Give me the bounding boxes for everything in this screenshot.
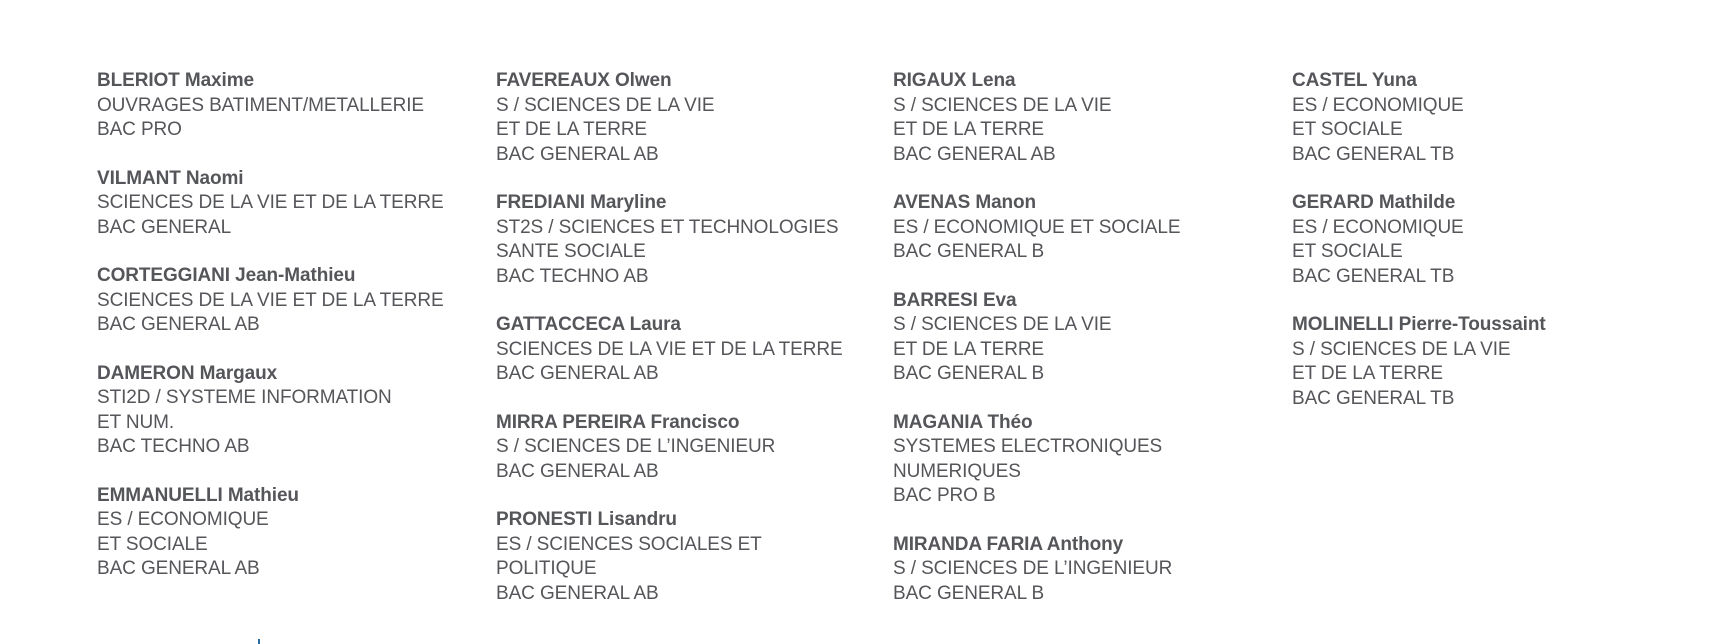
- student-name: EMMANUELLI Mathieu: [97, 484, 299, 506]
- column-2: [496, 69, 876, 630]
- student-diploma: BAC GENERAL AB: [893, 143, 1056, 165]
- student-track: OUVRAGES BATIMENT/METALLERIE: [97, 94, 424, 116]
- student-diploma: BAC GENERAL AB: [97, 314, 260, 335]
- student-entry: [97, 167, 477, 241]
- student-name: RIGAUX Lena: [893, 70, 1016, 91]
- partial-mark: [258, 639, 260, 644]
- student-track-continued: ET DE LA TERRE: [893, 338, 1045, 360]
- student-track-continued: ET DE LA TERRE: [496, 119, 648, 140]
- student-diploma: BAC GENERAL AB: [496, 143, 659, 165]
- student-diploma: BAC GENERAL AB: [496, 582, 659, 604]
- student-diploma: BAC PRO: [97, 119, 182, 140]
- student-entry: [893, 191, 1273, 265]
- student-track-continued: ET SOCIALE: [1292, 119, 1403, 140]
- student-track-continued: SANTE SOCIALE: [496, 241, 646, 262]
- student-track: ST2S / SCIENCES ET TECHNOLOGIES: [496, 216, 839, 238]
- student-name: GATTACCECA Laura: [496, 314, 681, 335]
- student-name: FAVEREAUX Olwen: [496, 70, 672, 91]
- student-name: FREDIANI Maryline: [496, 192, 667, 213]
- student-name: AVENAS Manon: [893, 192, 1037, 213]
- student-track: ES / ECONOMIQUE: [1292, 216, 1464, 238]
- student-entry: [496, 508, 876, 606]
- student-track-continued: ET DE LA TERRE: [1292, 363, 1444, 384]
- student-entry: [97, 484, 477, 582]
- student-name: MAGANIA Théo: [893, 411, 1033, 433]
- student-diploma: BAC GENERAL TB: [1292, 143, 1455, 165]
- student-diploma: BAC GENERAL B: [893, 582, 1045, 604]
- student-diploma: BAC PRO B: [893, 485, 996, 506]
- student-name: CORTEGGIANI Jean-Mathieu: [97, 265, 356, 286]
- student-track: ES / ECONOMIQUE: [1292, 94, 1464, 116]
- student-name: PRONESTI Lisandru: [496, 509, 677, 530]
- student-diploma: BAC TECHNO AB: [496, 265, 649, 287]
- student-entry: [893, 69, 1273, 167]
- student-track: S / SCIENCES DE L’INGENIEUR: [893, 558, 1173, 579]
- student-track: S / SCIENCES DE LA VIE: [496, 94, 715, 116]
- student-diploma: BAC GENERAL B: [893, 241, 1045, 262]
- student-track: ES / ECONOMIQUE ET SOCIALE: [893, 216, 1181, 238]
- column-4: [1292, 69, 1672, 435]
- results-list: [97, 69, 1697, 639]
- student-name: MIRRA PEREIRA Francisco: [496, 411, 740, 433]
- student-track: ES / SCIENCES SOCIALES ET: [496, 533, 762, 555]
- student-track: S / SCIENCES DE LA VIE: [893, 314, 1112, 335]
- student-track: SYSTEMES ELECTRONIQUES: [893, 436, 1163, 457]
- student-diploma: BAC TECHNO AB: [97, 436, 250, 457]
- student-track: S / SCIENCES DE LA VIE: [893, 94, 1112, 116]
- student-entry: [893, 289, 1273, 387]
- student-entry: [496, 411, 876, 485]
- student-diploma: BAC GENERAL AB: [496, 363, 659, 384]
- student-name: MOLINELLI Pierre-Toussaint: [1292, 314, 1546, 335]
- student-entry: [496, 191, 876, 289]
- student-entry: [1292, 313, 1672, 411]
- student-diploma: BAC GENERAL B: [893, 363, 1045, 384]
- student-diploma: BAC GENERAL AB: [97, 558, 260, 579]
- student-entry: [496, 69, 876, 167]
- student-entry: [97, 362, 477, 460]
- student-track-continued: ET DE LA TERRE: [893, 119, 1045, 140]
- student-entry: [893, 411, 1273, 509]
- student-track: SCIENCES DE LA VIE ET DE LA TERRE: [97, 289, 444, 311]
- student-entry: [97, 69, 477, 143]
- student-entry: [496, 313, 876, 387]
- student-name: CASTEL Yuna: [1292, 70, 1417, 91]
- student-name: GERARD Mathilde: [1292, 192, 1456, 213]
- student-entry: [893, 533, 1273, 607]
- student-entry: [1292, 191, 1672, 289]
- student-track: S / SCIENCES DE LA VIE: [1292, 338, 1511, 360]
- student-name: VILMANT Naomi: [97, 167, 244, 189]
- student-entry: [1292, 69, 1672, 167]
- column-1: [97, 69, 477, 606]
- student-diploma: BAC GENERAL TB: [1292, 387, 1455, 409]
- student-diploma: BAC GENERAL TB: [1292, 265, 1455, 287]
- student-track: SCIENCES DE LA VIE ET DE LA TERRE: [496, 338, 843, 360]
- student-name: BARRESI Eva: [893, 289, 1017, 311]
- student-track-continued: POLITIQUE: [496, 558, 597, 579]
- student-diploma: BAC GENERAL: [97, 216, 232, 238]
- student-track-continued: ET SOCIALE: [1292, 241, 1403, 262]
- student-diploma: BAC GENERAL AB: [496, 460, 659, 482]
- student-track-continued: ET SOCIALE: [97, 533, 208, 555]
- student-track: SCIENCES DE LA VIE ET DE LA TERRE: [97, 192, 444, 213]
- student-track: S / SCIENCES DE L’INGENIEUR: [496, 436, 776, 457]
- column-3: [893, 69, 1273, 630]
- student-track-continued: NUMERIQUES: [893, 460, 1021, 482]
- student-name: DAMERON Margaux: [97, 362, 278, 384]
- student-track-continued: ET NUM.: [97, 411, 175, 433]
- student-entry: [97, 264, 477, 338]
- student-track: ES / ECONOMIQUE: [97, 509, 269, 530]
- student-name: BLERIOT Maxime: [97, 70, 254, 91]
- student-track: STI2D / SYSTEME INFORMATION: [97, 387, 392, 408]
- student-name: MIRANDA FARIA Anthony: [893, 533, 1124, 555]
